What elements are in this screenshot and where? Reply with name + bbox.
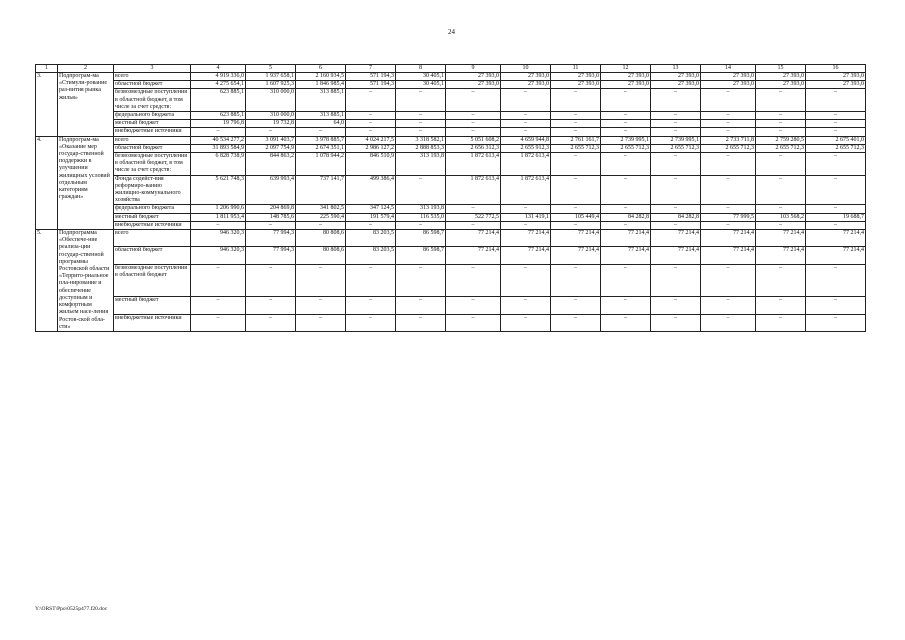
value-cell: 2 888 853,3 [396,144,446,152]
value-cell: – [446,89,501,112]
value-cell: – [246,128,296,136]
value-cell: – [601,221,651,229]
value-cell: 77 214,4 [701,230,756,247]
column-number-cell: 9 [446,65,501,73]
funding-source-label: федерального бюджета [114,205,191,213]
value-cell: – [551,112,601,120]
value-cell: – [651,264,701,297]
value-cell: – [501,89,551,112]
value-cell: – [446,221,501,229]
value-cell: 2 655 712,3 [806,144,866,152]
value-cell: 1 872 613,4 [446,153,501,176]
value-cell: – [551,89,601,112]
value-cell: 30 405,1 [396,81,446,89]
value-cell: – [651,153,701,176]
value-cell: 77 214,4 [651,247,701,264]
value-cell: 131 419,1 [501,213,551,221]
value-cell: 27 393,0 [701,73,756,81]
value-cell: 27 393,0 [601,73,651,81]
value-cell: – [756,128,806,136]
value-cell: 846 510,9 [346,153,396,176]
value-cell: 2 759 280,5 [756,136,806,144]
value-cell: 4 659 944,8 [501,136,551,144]
funding-source-label: областной бюджет [114,247,191,264]
value-cell: – [246,314,296,331]
value-cell: – [346,297,396,314]
funding-source-label: областной бюджет [114,144,191,152]
column-number-cell: 11 [551,65,601,73]
table-row [36,144,866,152]
value-cell: 4 024 217,5 [346,136,396,144]
value-cell: 2 675 401,0 [806,136,866,144]
value-cell: 1 206 990,6 [191,205,246,213]
value-cell: 1 872 613,4 [446,175,501,205]
funding-source-label: местный бюджет [114,297,191,314]
value-cell: 2 655 712,3 [756,144,806,152]
value-cell: – [446,120,501,128]
value-cell: 27 393,0 [651,81,701,89]
value-cell: 27 393,0 [446,81,501,89]
value-cell: 499 386,4 [346,175,396,205]
column-number-cell: 13 [651,65,701,73]
value-cell: – [396,297,446,314]
value-cell: 83 203,5 [346,230,396,247]
value-cell: – [601,175,651,205]
funding-source-label: Фонда содейст-вия реформиро-ванию жилищно-коммунального хозяйства [114,175,191,205]
table-row [36,213,866,221]
value-cell: – [601,205,651,213]
table-row [36,205,866,213]
value-cell: 3 318 582,1 [396,136,446,144]
funding-source-label: всего [114,136,191,144]
value-cell: 86 598,7 [396,247,446,264]
value-cell: – [501,314,551,331]
value-cell: 77 214,4 [806,247,866,264]
value-cell: – [501,120,551,128]
value-cell: 83 203,5 [346,247,396,264]
value-cell: 2 761 161,7 [551,136,601,144]
value-cell: – [551,221,601,229]
value-cell: 77 214,4 [701,247,756,264]
value-cell: – [756,205,806,213]
value-cell: 571 194,3 [346,81,396,89]
value-cell: – [806,264,866,297]
table-row [36,230,866,247]
value-cell: 310 000,0 [246,112,296,120]
value-cell: 77 214,4 [501,247,551,264]
value-cell: – [701,205,756,213]
funding-source-label: внебюджетные источники [114,314,191,331]
value-cell: – [701,112,756,120]
value-cell: – [701,120,756,128]
table-row [36,128,866,136]
value-cell: – [756,264,806,297]
value-cell: 77 994,3 [246,230,296,247]
value-cell: – [806,205,866,213]
value-cell: 571 194,3 [346,73,396,81]
value-cell: – [191,297,246,314]
funding-source-label: внебюджетные источники [114,128,191,136]
value-cell: 2 655 712,3 [651,144,701,152]
value-cell: 77 214,4 [446,247,501,264]
value-cell: 30 405,1 [396,73,446,81]
column-number-cell: 14 [701,65,756,73]
value-cell: – [756,89,806,112]
value-cell: – [651,314,701,331]
value-cell: 27 393,0 [501,81,551,89]
funding-source-label: федерального бюджета [114,112,191,120]
table-row [36,221,866,229]
value-cell: 2 097 754,9 [246,144,296,152]
value-cell: 191 579,4 [346,213,396,221]
section-index: 3. [36,73,58,137]
value-cell: 2 655 912,3 [501,144,551,152]
value-cell: 19 688,7 [806,213,866,221]
table-row [36,112,866,120]
value-cell: 844 863,2 [246,153,296,176]
value-cell: – [701,297,756,314]
value-cell: 737 141,7 [296,175,346,205]
value-cell: – [396,128,446,136]
value-cell: 27 393,0 [756,81,806,89]
value-cell: – [651,120,701,128]
value-cell: 1 607 925,3 [246,81,296,89]
value-cell: – [601,297,651,314]
table-row [36,175,866,205]
value-cell: – [296,128,346,136]
column-number-cell: 4 [191,65,246,73]
value-cell: 2 160 934,5 [296,73,346,81]
value-cell: 77 214,4 [551,230,601,247]
value-cell: – [806,153,866,176]
value-cell: 1 872 613,4 [501,175,551,205]
value-cell: – [296,314,346,331]
value-cell: – [601,264,651,297]
column-number-cell: 15 [756,65,806,73]
value-cell: 347 124,5 [346,205,396,213]
value-cell: 80 808,6 [296,230,346,247]
value-cell: – [191,221,246,229]
value-cell: – [756,314,806,331]
table-row [36,153,866,176]
value-cell: 2 656 312,3 [446,144,501,152]
value-cell: – [806,128,866,136]
value-cell: – [446,205,501,213]
value-cell: – [191,264,246,297]
value-cell: 116 535,0 [396,213,446,221]
value-cell: 64,0 [296,120,346,128]
value-cell: – [246,221,296,229]
value-cell: 3 978 885,7 [296,136,346,144]
value-cell: 6 828 738,9 [191,153,246,176]
table-row [36,247,866,264]
value-cell: 40 534 277,2 [191,136,246,144]
value-cell: 310 000,0 [246,89,296,112]
value-cell: – [501,112,551,120]
value-cell: – [601,120,651,128]
value-cell: 204 869,8 [246,205,296,213]
value-cell: 77 214,4 [446,230,501,247]
value-cell: 5 051 608,2 [446,136,501,144]
value-cell: – [396,264,446,297]
value-cell: – [191,314,246,331]
value-cell: 27 393,0 [446,73,501,81]
value-cell: 1 078 944,2 [296,153,346,176]
value-cell: 1 846 985,4 [296,81,346,89]
section-index: 5. [36,230,58,332]
value-cell: – [756,120,806,128]
page-number: 24 [448,28,455,36]
value-cell: – [191,128,246,136]
value-cell: – [806,112,866,120]
value-cell: – [701,153,756,176]
value-cell: 946 320,3 [191,230,246,247]
value-cell: – [396,120,446,128]
value-cell: – [651,221,701,229]
column-number-cell: 3 [114,65,191,73]
value-cell: – [501,297,551,314]
funding-source-label: безвозмездные поступления в областной бюджет, в том числе за счет средств: [114,89,191,112]
value-cell: 27 393,0 [551,81,601,89]
value-cell: 2 986 127,2 [346,144,396,152]
value-cell: – [651,128,701,136]
value-cell: – [756,297,806,314]
value-cell: 19 732,8 [246,120,296,128]
table-row [36,314,866,331]
value-cell: 522 772,5 [446,213,501,221]
value-cell: – [701,221,756,229]
table-row [36,136,866,144]
value-cell: 313 193,8 [396,205,446,213]
value-cell: 27 393,0 [756,73,806,81]
value-cell: – [806,314,866,331]
column-number-row [36,65,866,73]
funding-source-label: областной бюджет [114,81,191,89]
value-cell: 946 320,3 [191,247,246,264]
value-cell: 27 393,0 [551,73,601,81]
subprogram-name: Подпрограм-ма «Стимули-рование раз-вития рынка жилья» [58,73,114,137]
value-cell: – [296,221,346,229]
value-cell: 1 937 658,1 [246,73,296,81]
value-cell: 623 885,1 [191,89,246,112]
funding-source-label: местный бюджет [114,213,191,221]
funding-source-label: всего [114,230,191,247]
funding-source-label: безвозмездные поступления в областной бюджет, в том числе за счет средств: [114,153,191,176]
value-cell: 27 393,0 [806,73,866,81]
table-row [36,120,866,128]
value-cell: 2 655 712,3 [601,144,651,152]
value-cell: 27 393,0 [701,81,756,89]
value-cell: – [756,153,806,176]
table-row [36,81,866,89]
value-cell: – [651,89,701,112]
value-cell: – [551,264,601,297]
value-cell: – [501,221,551,229]
column-number-cell: 5 [246,65,296,73]
value-cell: – [701,89,756,112]
value-cell: – [651,297,701,314]
value-cell: 103 568,2 [756,213,806,221]
value-cell: – [551,175,601,205]
subprogram-name: Подпрограм-ма «Оказание мер государ-ственной поддержки в улучшении жилищных условий отдельным категориям граждан» [58,136,114,229]
value-cell: 1 811 953,4 [191,213,246,221]
table-row [36,297,866,314]
value-cell: – [446,264,501,297]
value-cell: 27 393,0 [601,81,651,89]
value-cell: – [446,297,501,314]
value-cell: 639 993,4 [246,175,296,205]
value-cell: – [396,221,446,229]
value-cell: 19 796,8 [191,120,246,128]
value-cell: 77 214,4 [756,247,806,264]
value-cell: 77 214,4 [806,230,866,247]
value-cell: 2 674 351,1 [296,144,346,152]
value-cell: – [346,264,396,297]
table-row [36,89,866,112]
section-index: 4. [36,136,58,229]
value-cell: – [601,153,651,176]
value-cell: 4 275 654,1 [191,81,246,89]
value-cell: – [296,297,346,314]
value-cell: – [551,153,601,176]
value-cell: – [396,175,446,205]
value-cell: 5 621 748,3 [191,175,246,205]
value-cell: 84 282,8 [651,213,701,221]
value-cell: – [701,264,756,297]
column-number-cell: 8 [396,65,446,73]
value-cell: 80 808,6 [296,247,346,264]
funding-source-label: безвозмездные поступления в областной бюджет [114,264,191,297]
value-cell: – [501,264,551,297]
value-cell: – [756,221,806,229]
value-cell: – [701,128,756,136]
value-cell: – [601,314,651,331]
value-cell: – [756,175,806,205]
value-cell: – [701,175,756,205]
value-cell: – [501,205,551,213]
value-cell: 1 872 613,4 [501,153,551,176]
value-cell: 105 449,4 [551,213,601,221]
value-cell: – [756,112,806,120]
value-cell: – [551,297,601,314]
column-number-cell: 16 [806,65,866,73]
column-number-cell: 10 [501,65,551,73]
column-number-cell: 2 [58,65,114,73]
value-cell: – [346,120,396,128]
file-path-footer: Y:\ORST\Ppo\0525p477.f20.doc [35,606,108,612]
value-cell: 225 590,4 [296,213,346,221]
value-cell: – [501,128,551,136]
value-cell: 2 739 995,1 [651,136,701,144]
value-cell: 2 733 711,8 [701,136,756,144]
value-cell: – [806,120,866,128]
value-cell: – [346,221,396,229]
value-cell: – [651,205,701,213]
value-cell: 27 393,0 [501,73,551,81]
value-cell: 77 994,3 [246,247,296,264]
column-number-cell: 7 [346,65,396,73]
column-number-cell: 6 [296,65,346,73]
value-cell: 2 655 712,3 [551,144,601,152]
value-cell: 27 393,0 [806,81,866,89]
value-cell: – [346,112,396,120]
value-cell: 77 214,4 [601,247,651,264]
value-cell: 313 885,1 [296,89,346,112]
value-cell: 341 802,5 [296,205,346,213]
value-cell: – [551,120,601,128]
value-cell: 77 214,4 [551,247,601,264]
funding-source-label: внебюджетные источники [114,221,191,229]
value-cell: – [701,314,756,331]
value-cell: – [446,314,501,331]
value-cell: 2 655 712,3 [701,144,756,152]
value-cell: – [601,112,651,120]
value-cell: – [246,264,296,297]
value-cell: – [651,112,701,120]
value-cell: 77 214,4 [651,230,701,247]
value-cell: 27 393,0 [651,73,701,81]
subprogram-name: Подпрограмма «Обеспече-ние реализа-ции государ-ственной программы Ростовской области «Террито-риальное пла-нирование и обеспечение доступным и комфортным жильем насе-ления Ростов-ской обла-сти» [58,230,114,332]
value-cell: – [446,112,501,120]
value-cell: 77 214,4 [501,230,551,247]
value-cell: 148 785,6 [246,213,296,221]
value-cell: – [601,128,651,136]
budget-table [35,64,866,332]
value-cell: – [551,314,601,331]
value-cell: 86 598,7 [396,230,446,247]
value-cell: – [601,89,651,112]
funding-source-label: местный бюджет [114,120,191,128]
value-cell: 4 919 336,0 [191,73,246,81]
value-cell: – [806,221,866,229]
value-cell: 313 885,1 [296,112,346,120]
value-cell: – [396,112,446,120]
value-cell: – [246,297,296,314]
column-number-cell: 12 [601,65,651,73]
value-cell: – [806,297,866,314]
table-row [36,264,866,297]
value-cell: – [806,175,866,205]
value-cell: – [551,205,601,213]
value-cell: 31 893 584,9 [191,144,246,152]
value-cell: 77 999,5 [701,213,756,221]
funding-source-label: всего [114,73,191,81]
value-cell: – [396,89,446,112]
value-cell: 2 739 995,1 [601,136,651,144]
value-cell: – [551,128,601,136]
value-cell: 77 214,4 [601,230,651,247]
value-cell: 77 214,4 [756,230,806,247]
value-cell: 3 091 403,7 [246,136,296,144]
value-cell: 313 193,8 [396,153,446,176]
value-cell: – [651,175,701,205]
value-cell: – [296,264,346,297]
value-cell: – [446,128,501,136]
column-number-cell: 1 [36,65,58,73]
value-cell: – [346,314,396,331]
value-cell: 623 885,1 [191,112,246,120]
value-cell: – [346,89,396,112]
value-cell: – [396,314,446,331]
value-cell: 84 282,8 [601,213,651,221]
table-row [36,73,866,81]
value-cell: – [806,89,866,112]
value-cell: – [346,128,396,136]
